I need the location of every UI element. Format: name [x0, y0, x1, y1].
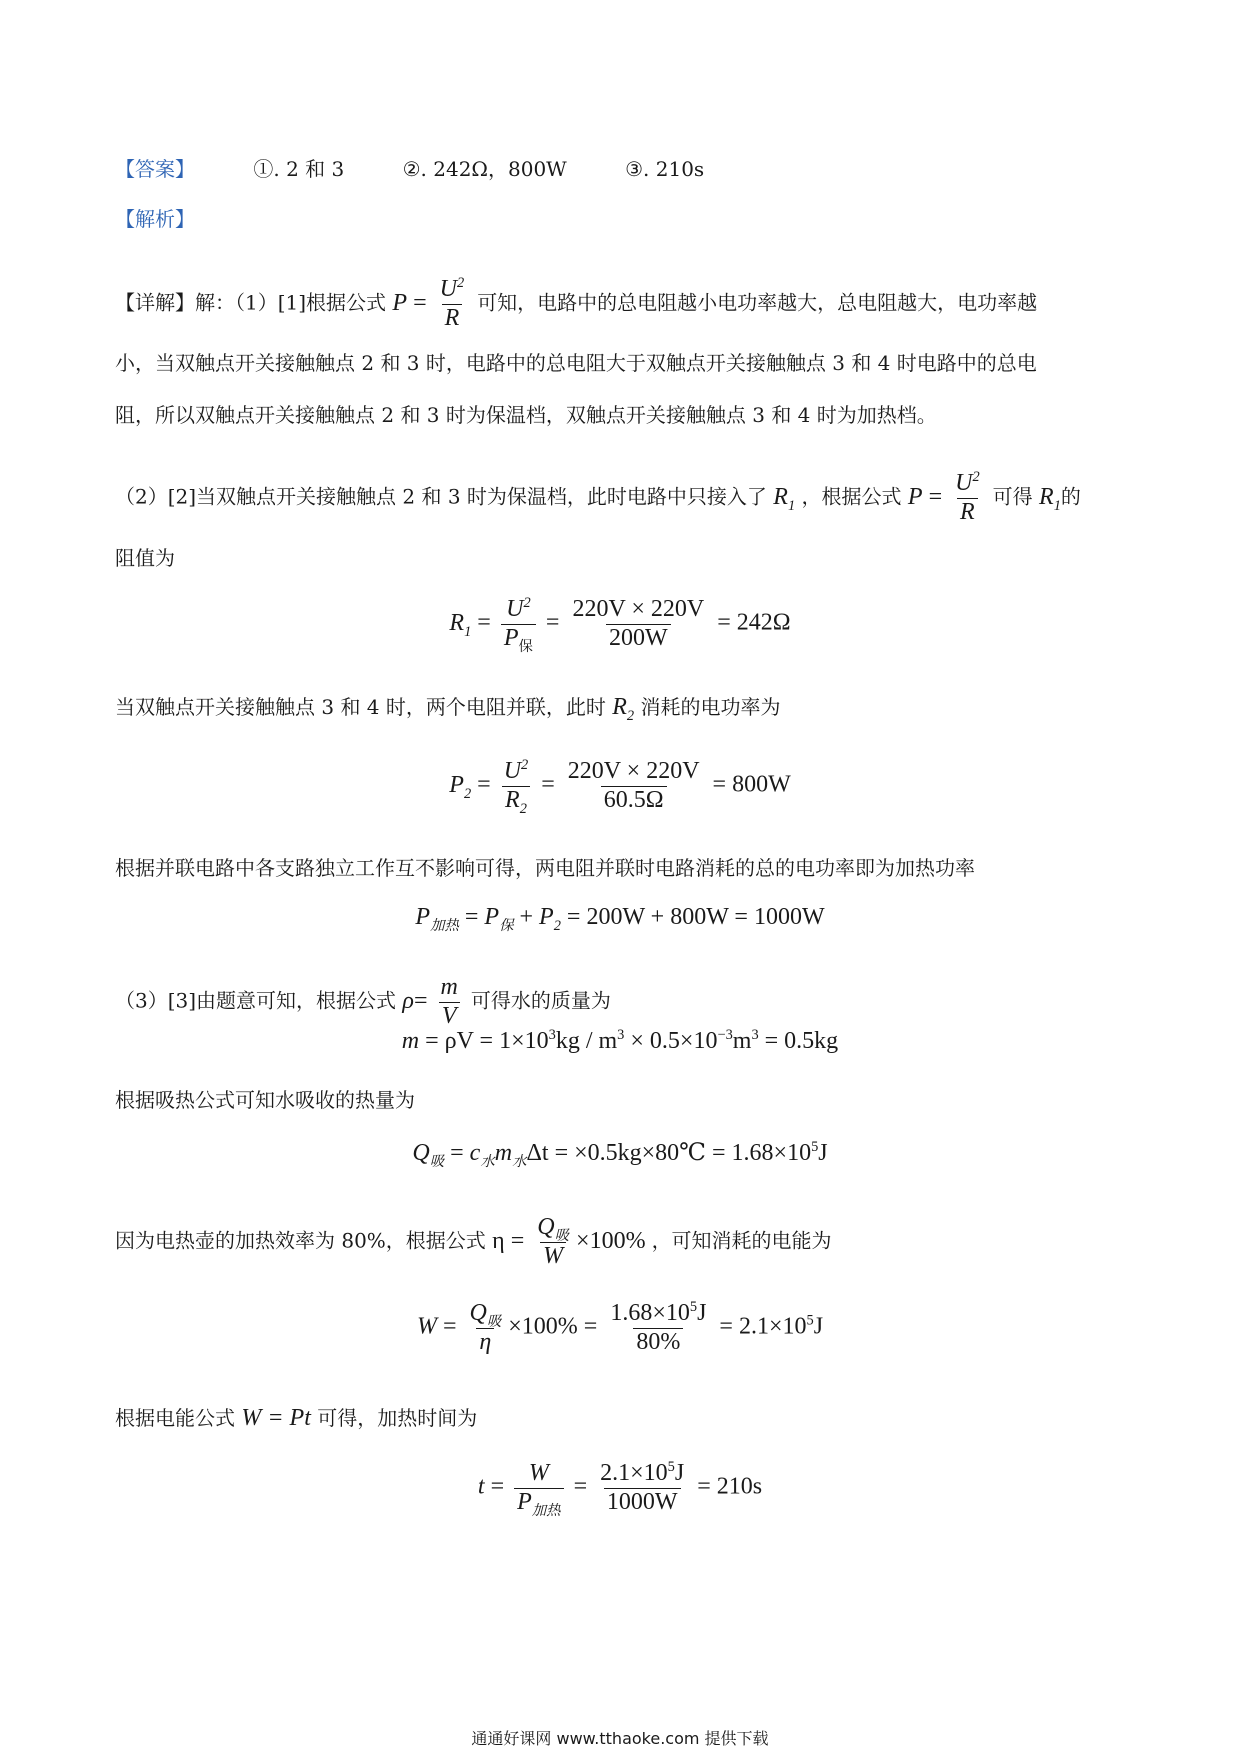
detail-p7-line	[115, 1214, 1125, 1270]
eq-part: J	[813, 1313, 824, 1340]
equation-p2	[0, 757, 1240, 817]
var-p: P	[449, 771, 464, 798]
detail-p8-after: 可得，加热时间为	[317, 1406, 478, 1430]
var-p: P	[484, 904, 500, 930]
sub: 1	[464, 623, 472, 640]
detail-p4-line: 根据并联电路中各支路独立工作互不影响可得，两电阻并联时电路消耗的总的电功率即为加热功率	[115, 856, 975, 880]
fraction	[501, 757, 532, 817]
sub: 水	[512, 1153, 527, 1170]
fraction	[534, 1214, 572, 1270]
var-r: R	[1039, 483, 1054, 510]
sup: 3	[617, 1027, 625, 1043]
var-r: R	[773, 483, 788, 510]
sub: 吸	[429, 1153, 445, 1170]
var-q-xi	[412, 1140, 445, 1170]
eq-sign: =	[477, 609, 491, 636]
eq-part: 1.68×10	[610, 1300, 690, 1326]
fraction	[514, 1460, 563, 1519]
equation-heat	[0, 1138, 1240, 1170]
var-u: U	[503, 758, 522, 784]
eq-sign: =	[510, 1227, 525, 1254]
detail-p1-line3: 阻，所以双触点开关接触触点 2 和 3 时为保温档，双触点开关接触触点 3 和 4 时为加热档。	[115, 403, 937, 427]
detail-p3-line	[115, 692, 1125, 722]
sub: 保	[499, 917, 514, 934]
var-q: Q	[412, 1140, 430, 1166]
eq-part: kg / m	[555, 1028, 618, 1054]
var-u: U	[439, 276, 457, 302]
frac-num: m	[440, 974, 458, 1000]
var-r: R	[449, 609, 465, 636]
answer-item-3: ③. 210s	[625, 157, 705, 181]
eq-result: = 210s	[697, 1473, 763, 1500]
var-r: R	[505, 786, 520, 813]
equation-p-heat	[0, 904, 1240, 934]
answer-line	[115, 154, 1125, 184]
frac-den	[501, 624, 536, 653]
equation-mass	[0, 1028, 1240, 1055]
var-r2	[612, 694, 635, 724]
var-r1	[449, 609, 472, 640]
frac-num: W	[528, 1460, 549, 1486]
fraction	[501, 595, 536, 655]
detail-p3-a: 当双触点开关接触触点 3 和 4 时，两个电阻并联，此时	[115, 695, 606, 719]
var-eta: η	[492, 1227, 505, 1254]
sup: 3	[548, 1027, 556, 1043]
eq-part: J	[674, 1460, 685, 1486]
detail-p1-after: 可知，电路中的总电阻越小电功率越大，总电阻越大，电功率越	[477, 290, 1038, 315]
sub: 加热	[430, 917, 459, 934]
var-c-letter: c	[469, 1140, 481, 1166]
sup: 2	[456, 275, 465, 291]
eq-part: ×100%	[508, 1313, 578, 1340]
var-c	[469, 1140, 495, 1170]
detail-p2-after: 可得	[992, 484, 1033, 509]
formula-rho	[402, 974, 470, 1029]
eq-sign: =	[464, 904, 479, 930]
answer-item-2: ②. 242Ω，800W	[402, 157, 567, 181]
detail-p5-intro: （3）[3]由题意可知，根据公式	[115, 988, 397, 1013]
sub: 水	[480, 1153, 495, 1170]
detail-p7-intro: 因为电热壶的加热效率为 80%，根据公式	[115, 1228, 486, 1253]
var-p: P	[517, 1488, 532, 1515]
eq-part: = ρV = 1×10	[425, 1028, 549, 1054]
fraction	[565, 758, 703, 814]
sub: 吸	[486, 1313, 502, 1330]
sub: 加热	[531, 1502, 561, 1519]
frac-den	[502, 786, 530, 815]
eq-part: m	[732, 1028, 752, 1054]
sup: 2	[523, 595, 531, 611]
var-q: Q	[537, 1214, 555, 1240]
eq-sign: =	[413, 289, 427, 316]
frac-den: η	[476, 1328, 494, 1357]
frac-num	[607, 1300, 709, 1328]
answer-tag: 【答案】	[115, 157, 195, 181]
frac-den: R	[957, 498, 978, 527]
detail-p2-intro: （2）[2]当双触点开关接触触点 2 和 3 时为保温档，此时电路中只接入了	[115, 484, 767, 509]
var-p: P	[503, 624, 519, 651]
var-r1	[1039, 483, 1061, 514]
detail-p6-line: 根据吸热公式可知水吸收的热量为	[115, 1088, 415, 1112]
eq-part: J	[697, 1300, 707, 1326]
answer-item-1: ①. 2 和 3	[253, 157, 345, 181]
frac-num	[501, 758, 532, 786]
formula-wpt: W = Pt	[241, 1405, 311, 1431]
var-r1	[773, 483, 796, 514]
detail-p2-line1	[115, 470, 1125, 526]
eq-result: = 200W + 800W = 1000W	[566, 904, 825, 930]
sub: 2	[626, 707, 635, 724]
fraction	[597, 1460, 687, 1516]
var-q: Q	[469, 1300, 487, 1326]
eq-part: Δt = ×0.5kg×80℃ = 1.68×10	[526, 1140, 812, 1166]
eq-part: ×100%	[576, 1227, 646, 1254]
sub: 2	[553, 917, 561, 934]
equation-r1	[0, 595, 1240, 655]
sub: 2	[519, 800, 527, 817]
plus-sign: +	[519, 904, 534, 930]
frac-den: W	[540, 1242, 566, 1271]
frac-den: 200W	[606, 624, 671, 653]
eq-sign: =	[928, 483, 943, 510]
eq-part: × 0.5×10	[624, 1028, 718, 1054]
detail-p1-intro: 【详解】解：（1）[1]根据公式	[115, 290, 387, 315]
eq-part: J	[818, 1140, 828, 1166]
var-p: P	[415, 904, 431, 930]
detail-p7-after: ，可知消耗的电能为	[651, 1228, 832, 1253]
detail-p3-b: 消耗的电功率为	[640, 695, 781, 719]
eq-sign: =	[573, 1473, 588, 1500]
var-m: m	[494, 1140, 513, 1166]
sup: 5	[806, 1312, 814, 1329]
eq-part: 2.1×10	[600, 1460, 668, 1486]
fraction	[569, 596, 707, 652]
var-p2	[449, 771, 472, 802]
sup: −3	[717, 1027, 733, 1043]
frac-den: R	[442, 304, 463, 333]
detail-p2-line2: 阻值为	[115, 546, 175, 570]
detail-p8-intro: 根据电能公式	[115, 1406, 235, 1430]
var-m-water	[494, 1140, 527, 1170]
eq-sign: =	[450, 1140, 464, 1166]
eq-sign: =	[545, 609, 560, 636]
sub: 2	[463, 785, 472, 802]
analysis-tag: 【解析】	[115, 207, 195, 231]
page-footer: 通通好课网 www.tthaoke.com 提供下载	[471, 1729, 769, 1748]
frac-num	[503, 596, 534, 624]
frac-num	[437, 276, 468, 304]
var-r: R	[612, 694, 627, 720]
var-rho: ρ	[402, 987, 414, 1014]
var-p2	[539, 904, 561, 934]
frac-den: 1000W	[604, 1488, 681, 1517]
frac-num	[467, 1300, 505, 1328]
fraction	[437, 276, 468, 332]
sub: 吸	[554, 1227, 570, 1244]
sup: 2	[521, 757, 529, 773]
formula-p-u2-r	[392, 275, 477, 331]
sup: 3	[751, 1027, 759, 1043]
eq-sign: =	[413, 987, 428, 1014]
eq-part: = 2.1×10	[719, 1313, 807, 1340]
frac-num	[952, 470, 983, 498]
frac-num	[534, 1214, 572, 1242]
detail-p5-line	[115, 974, 1125, 1030]
fraction	[467, 1300, 505, 1356]
sup: 5	[667, 1459, 675, 1475]
detail-p5-after: 可得水的质量为	[470, 988, 611, 1013]
var-p: P	[907, 483, 923, 510]
var-t: t	[477, 1473, 485, 1500]
eq-part: = 0.5kg	[758, 1028, 839, 1054]
sup: 5	[811, 1139, 819, 1155]
equation-energy	[0, 1300, 1240, 1356]
sub: 保	[518, 638, 533, 655]
detail-p8-line	[115, 1403, 1125, 1433]
sub: 1	[1053, 497, 1061, 514]
frac-den: 60.5Ω	[601, 786, 667, 815]
eq-result: = 242Ω	[717, 609, 791, 636]
frac-den: V	[439, 1002, 460, 1031]
detail-p1-line1	[115, 276, 1125, 332]
detail-p2-mid: ，根据公式	[801, 484, 902, 509]
detail-p1-line2: 小，当双触点开关接触触点 2 和 3 时，电路中的总电阻大于双触点开关接触触点 3 和 4 时电路中的总电	[115, 351, 1037, 375]
sup: 2	[972, 469, 980, 485]
frac-num	[597, 1460, 687, 1488]
eq-sign: =	[442, 1313, 457, 1340]
frac-num: 220V × 220V	[572, 596, 705, 622]
detail-p2-end: 的	[1060, 484, 1081, 509]
eq-result: = 800W	[712, 771, 791, 798]
var-u: U	[955, 470, 973, 496]
fraction	[438, 974, 461, 1030]
var-p: P	[392, 289, 408, 316]
analysis-line	[115, 204, 1125, 234]
var-p-heat	[415, 904, 459, 934]
formula-eta	[492, 1214, 651, 1269]
eq-sign: =	[490, 1473, 505, 1500]
frac-den	[514, 1488, 563, 1517]
var-w: W	[416, 1313, 437, 1340]
formula-p-u2-r-2	[907, 469, 993, 525]
eq-sign: =	[583, 1313, 598, 1340]
var-p: P	[539, 904, 554, 930]
equation-time	[0, 1459, 1240, 1519]
var-m: m	[401, 1028, 420, 1054]
frac-den: 80%	[633, 1328, 683, 1357]
var-u: U	[506, 596, 524, 622]
fraction	[607, 1300, 709, 1356]
eq-sign: =	[477, 771, 491, 798]
var-p-bao	[484, 904, 514, 934]
fraction	[952, 470, 983, 526]
sub: 1	[787, 497, 796, 514]
eq-sign: =	[541, 771, 555, 798]
frac-num: 220V × 220V	[567, 758, 700, 784]
sup: 5	[689, 1299, 698, 1315]
